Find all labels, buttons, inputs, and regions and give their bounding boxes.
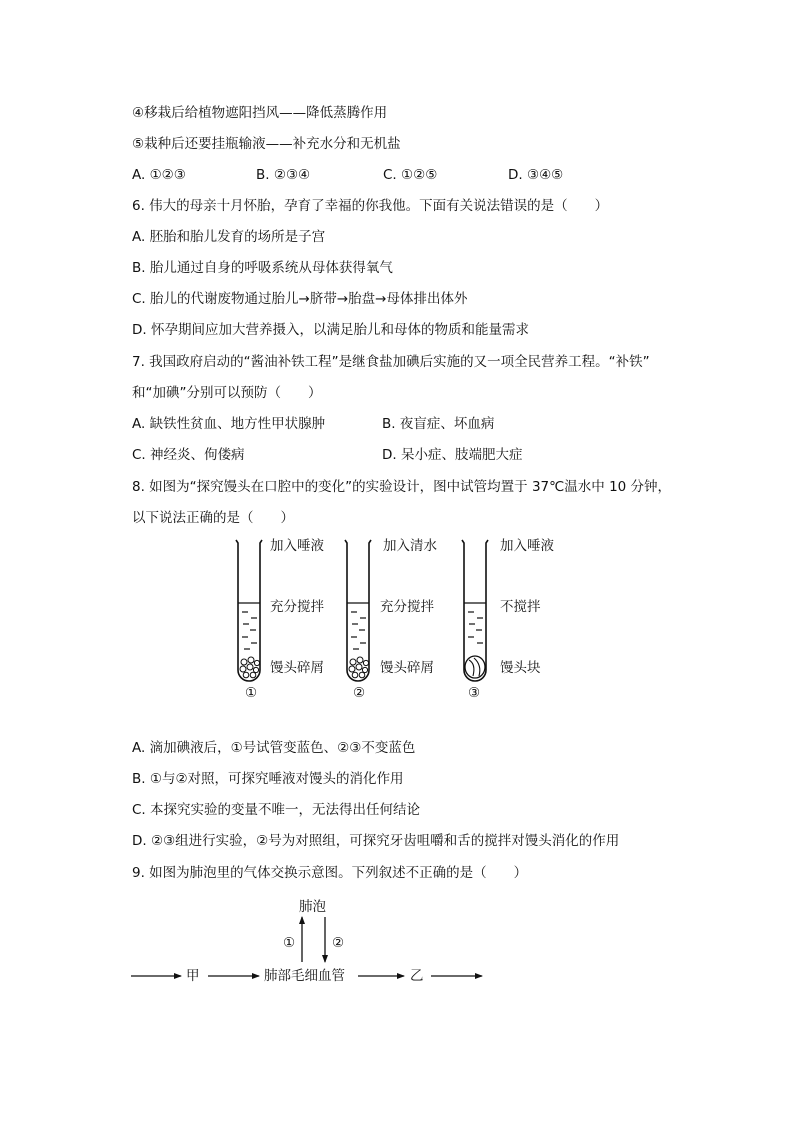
q6-option-a[interactable]: A. 胚胎和胎儿发育的场所是子宫 (132, 229, 326, 245)
tube2-top-label: 加入清水 (383, 538, 437, 554)
q6-stem: 6. 伟大的母亲十月怀胎，孕育了幸福的你我他。下面有关说法错误的是（ ） (132, 198, 609, 214)
q8-stem-line2: 以下说法正确的是（ ） (132, 510, 294, 526)
tube1-mid-label: 充分搅拌 (270, 599, 324, 615)
q8-option-b[interactable]: B. ①与②对照，可探究唾液对馒头的消化作用 (132, 771, 404, 787)
q5-option-a[interactable]: A. ①②③ (132, 167, 186, 183)
tube2-number: ② (353, 685, 366, 701)
arrow-1-label: ① (283, 935, 296, 951)
q5-option-c[interactable]: C. ①②⑤ (383, 167, 438, 183)
tube3-mid-label: 不搅拌 (500, 599, 541, 615)
q8-option-c[interactable]: C. 本探究实验的变量不唯一，无法得出任何结论 (132, 802, 421, 818)
q8-option-a[interactable]: A. 滴加碘液后，①号试管变蓝色、②③不变蓝色 (132, 740, 416, 756)
tube1-number: ① (245, 685, 258, 701)
tube1-bottom-label: 馒头碎屑 (270, 660, 324, 676)
q8-option-d[interactable]: D. ②③组进行实验，②号为对照组，可探究牙齿咀嚼和舌的搅拌对馒头消化的作用 (132, 833, 620, 849)
q5-item-4: ④移栽后给植物遮阳挡风——降低蒸腾作用 (132, 105, 388, 121)
tube3-bottom-label: 馒头块 (500, 660, 541, 676)
alveolus-label: 肺泡 (299, 899, 326, 915)
q5-option-d[interactable]: D. ③④⑤ (508, 167, 564, 183)
q7-option-d[interactable]: D. 呆小症、肢端肥大症 (382, 447, 523, 463)
tube3-top-label: 加入唾液 (500, 538, 554, 554)
q6-option-c[interactable]: C. 胎儿的代谢废物通过胎儿→脐带→胎盘→母体排出体外 (132, 291, 468, 307)
tube3-number: ③ (468, 685, 481, 701)
q7-stem-line1: 7. 我国政府启动的“酱油补铁工程”是继食盐加碘后实施的又一项全民营养工程。“补铁” (132, 354, 650, 370)
q5-option-b[interactable]: B. ②③④ (256, 167, 311, 183)
tube2-mid-label: 充分搅拌 (380, 599, 434, 615)
q5-item-5: ⑤栽种后还要挂瓶输液——补充水分和无机盐 (132, 136, 401, 152)
jia-label: 甲 (186, 968, 200, 984)
q6-option-d[interactable]: D. 怀孕期间应加大营养摄入，以满足胎儿和母体的物质和能量需求 (132, 322, 529, 338)
q7-option-b[interactable]: B. 夜盲症、坏血病 (382, 416, 495, 432)
tube2-bottom-label: 馒头碎屑 (380, 660, 434, 676)
q7-option-a[interactable]: A. 缺铁性贫血、地方性甲状腺肿 (132, 416, 326, 432)
q7-option-c[interactable]: C. 神经炎、佝偻病 (132, 447, 245, 463)
q8-stem-line1: 8. 如图为“探究馒头在口腔中的变化”的实验设计，图中试管均置于 37℃温水中 10 分钟， (132, 479, 672, 495)
capillary-label: 肺部毛细血管 (264, 968, 345, 984)
q7-stem-line2: 和“加碘”分别可以预防（ ） (132, 385, 322, 401)
tube1-top-label: 加入唾液 (270, 538, 324, 554)
q6-option-b[interactable]: B. 胎儿通过自身的呼吸系统从母体获得氧气 (132, 260, 393, 276)
yi-label: 乙 (410, 968, 424, 984)
arrow-2-label: ② (332, 935, 345, 951)
q9-stem: 9. 如图为肺泡里的气体交换示意图。下列叙述不正确的是（ ） (132, 865, 528, 881)
